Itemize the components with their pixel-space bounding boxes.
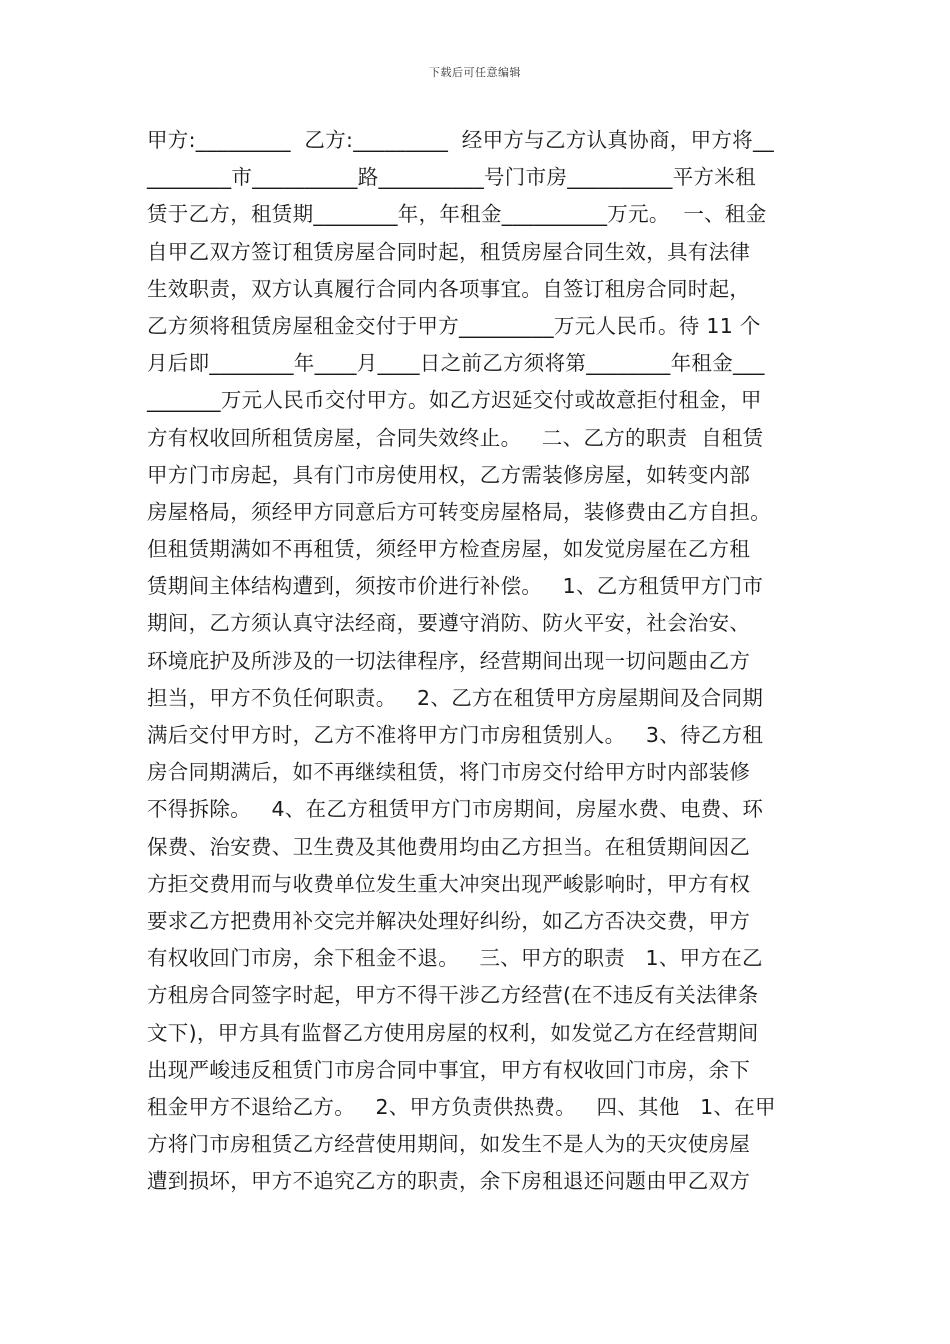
text-line: 期间，乙方须认真守法经商，要遵守消防、防火平安，社会治安、	[147, 611, 751, 636]
text-line: 房屋格局，须经甲方同意后方可转变房屋格局，装修费由乙方自担。	[147, 499, 771, 524]
text-line: 赁期间主体结构遭到，须按市价进行补偿。 1、乙方租赁甲方门市	[147, 574, 764, 599]
text-line: 出现严峻违反租赁门市房合同中事宜，甲方有权收回门市房，余下	[147, 1057, 751, 1082]
text-line: 月后即________年____月____日之前乙方须将第________年租金___	[147, 351, 765, 376]
text-line: 有权收回门市房，余下租金不退。 三、甲方的职责 1、甲方在乙	[147, 946, 763, 971]
text-line: 方将门市房租赁乙方经营使用期间，如发生不是人为的天灾使房屋	[147, 1132, 751, 1157]
text-line: 甲方门市房起，具有门市房使用权，乙方需装修房屋，如转变内部	[147, 462, 751, 487]
text-line: 遭到损坏，甲方不追究乙方的职责，余下房租退还问题由甲乙双方	[147, 1169, 751, 1194]
text-line: 不得拆除。 4、在乙方租赁甲方门市房期间，房屋水费、电费、环	[147, 797, 764, 822]
text-line: 方租房合同签字时起，甲方不得干涉乙方经营(在不违反有关法律条	[147, 983, 759, 1008]
text-line: 赁于乙方，租赁期________年，年租金__________万元。 一、租金	[147, 202, 767, 227]
text-line: 乙方须将租赁房屋租金交付于甲方_________万元人民币。待 11 个	[147, 313, 761, 338]
text-line: 担当，甲方不负任何职责。 2、乙方在租赁甲方房屋期间及合同期	[147, 685, 764, 710]
text-line: 方有权收回所租赁房屋，合同失效终止。 二、乙方的职责 自租赁	[147, 425, 764, 450]
text-line: 甲方:_________ 乙方:_________ 经甲方与乙方认真协商，甲方将__	[147, 128, 775, 152]
text-line: 文下)，甲方具有监督乙方使用房屋的权利，如发觉乙方在经营期间	[147, 1020, 759, 1045]
text-line: 但租赁期满如不再租赁，须经甲方检查房屋，如发觉房屋在乙方租	[147, 537, 751, 562]
text-line: 满后交付甲方时，乙方不准将甲方门市房租赁别人。 3、待乙方租	[147, 723, 764, 747]
text-line: 生效职责，双方认真履行合同内各项事宜。自签订租房合同时起，	[147, 276, 751, 301]
contract-body	[147, 122, 827, 1200]
text-line: ________市__________路__________号门市房__________平方米租	[147, 165, 756, 190]
text-line: 房合同期满后，如不再继续租赁，将门市房交付给甲方时内部装修	[147, 760, 751, 785]
text-line: 方拒交费用而与收费单位发生重大冲突出现严峻影响时，甲方有权	[147, 871, 751, 896]
page-header-note: 下载后可任意编辑	[429, 66, 521, 79]
text-line: _______万元人民币交付甲方。如乙方迟延交付或故意拒付租金，甲	[147, 388, 762, 413]
text-line: 保费、治安费、卫生费及其他费用均由乙方担当。在租赁期间因乙	[147, 834, 751, 859]
text-line: 环境庇护及所涉及的一切法律程序，经营期间出现一切问题由乙方	[147, 648, 751, 673]
text-line: 自甲乙双方签订租赁房屋合同时起，租赁房屋合同生效，具有法律	[147, 239, 751, 264]
text-line: 租金甲方不退给乙方。 2、甲方负责供热费。 四、其他 1、在甲	[147, 1094, 776, 1119]
text-line: 要求乙方把费用补交完并解决处理好纠纷，如乙方否决交费，甲方	[147, 908, 751, 933]
